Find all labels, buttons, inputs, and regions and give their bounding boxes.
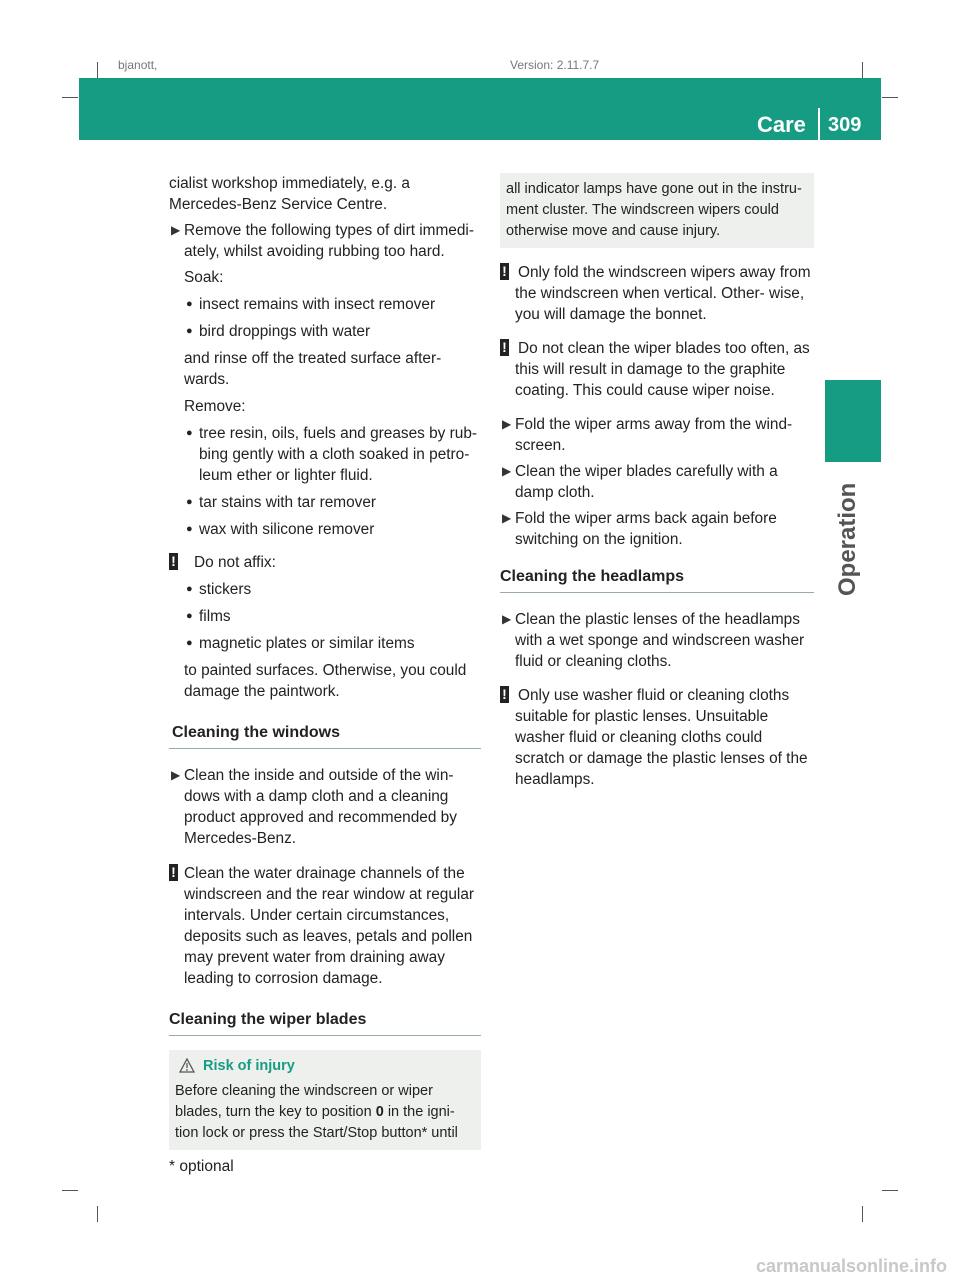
crop-mark <box>882 1190 898 1191</box>
risk-warning-box-continued <box>500 173 814 248</box>
list-item: ● films <box>186 608 231 625</box>
step-text: Remove the following types of dirt immedi- ately, whilst avoiding rubbing too hard. <box>184 222 474 260</box>
warning-note: ! Clean the water drainage channels of the windscreen and the rear window at regular intervals. Under certain circumstances, deposits such as leaves, petals and pollen may prevent water from draining away leading to corrosion damage. <box>169 863 481 989</box>
bullet-icon: ● <box>186 427 193 439</box>
heading-cleaning-headlamps: Cleaning the headlamps <box>500 566 814 593</box>
warning-note: ! Only use washer fluid or cleaning cloths suitable for plastic lenses. Unsuitable washer fluid or cleaning cloths could scratch or damage the plastic lenses of the headlamps. <box>500 685 814 790</box>
instruction-step: ▶ Clean the inside and outside of the win- dows with a damp cloth and a cleaning product approved and recommended by Mercedes-Benz. <box>171 767 457 847</box>
bullet-icon: ● <box>186 637 193 649</box>
site-watermark: carmanualsonline.info <box>756 1256 948 1276</box>
header-divider <box>818 108 820 140</box>
list-item: ● wax with silicone remover <box>186 521 375 538</box>
instruction-step: ▶ Clean the plastic lenses of the headlamps with a wet sponge and windscreen washer fluid or cleaning cloths. <box>502 611 805 670</box>
crop-mark <box>97 62 98 78</box>
instruction-step: ▶ Fold the wiper arms away from the wind- screen. <box>502 416 793 454</box>
right-column <box>500 173 814 790</box>
affix-after-text: to painted surfaces. Otherwise, you could damage the paintwork. <box>184 662 467 700</box>
list-item: ● magnetic plates or similar items <box>186 635 415 652</box>
crop-mark <box>62 97 78 98</box>
bullet-icon: ● <box>186 496 193 508</box>
warning-exclamation-icon: ! <box>500 263 509 280</box>
warning-exclamation-icon: ! <box>169 553 178 570</box>
chapter-tab-label: Operation <box>834 482 861 596</box>
intro-line: Mercedes-Benz Service Centre. <box>169 196 388 213</box>
crop-mark <box>882 97 898 98</box>
warning-note: ! Do not affix: <box>169 552 481 573</box>
bullet-icon: ● <box>186 298 193 310</box>
step-arrow-icon: ▶ <box>171 768 181 782</box>
warning-exclamation-icon: ! <box>500 339 509 356</box>
step-arrow-icon: ▶ <box>502 612 512 626</box>
risk-continued-text: all indicator lamps have gone out in the instru- ment cluster. The windscreen wipers could otherwise move and cause injury. <box>506 181 802 239</box>
bullet-icon: ● <box>186 523 193 535</box>
soak-label: Soak: <box>184 269 224 286</box>
heading-cleaning-windows: Cleaning the windows <box>169 722 481 749</box>
remove-label: Remove: <box>184 398 246 415</box>
risk-title: Risk of injury <box>175 1056 475 1077</box>
step-arrow-icon: ▶ <box>502 464 512 478</box>
intro-line: cialist workshop immediately, e.g. a <box>169 175 410 192</box>
warning-exclamation-icon: ! <box>169 864 178 881</box>
list-item: ● tree resin, oils, fuels and greases by rub- bing gently with a cloth soaked in petro- leum ether or lighter fluid. <box>186 425 478 484</box>
bullet-icon: ● <box>186 610 193 622</box>
list-item: ● insect remains with insect remover <box>186 296 436 313</box>
left-column <box>169 173 481 1150</box>
bullet-icon: ● <box>186 583 193 595</box>
warning-note: ! Only fold the windscreen wipers away from the windscreen when vertical. Other- wise, you will damage the bonnet. <box>500 262 814 325</box>
warning-triangle-icon <box>179 1058 195 1073</box>
warning-exclamation-icon: ! <box>500 686 509 703</box>
list-item: ● tar stains with tar remover <box>186 494 377 511</box>
step-arrow-icon: ▶ <box>502 417 512 431</box>
list-item: ● stickers <box>186 581 252 598</box>
instruction-step: ▶ Fold the wiper arms back again before switching on the ignition. <box>502 510 777 548</box>
header-version-text: Version: 2.11.7.7 <box>510 58 600 72</box>
warning-note: ! Do not clean the wiper blades too often, as this will result in damage to the graphite coating. This could cause wiper noise. <box>500 338 814 401</box>
instruction-step: ▶ Clean the wiper blades carefully with a damp cloth. <box>502 463 778 501</box>
header-left-text: bjanott, <box>118 58 158 72</box>
bullet-icon: ● <box>186 325 193 337</box>
risk-text: Before cleaning the windscreen or wiper blades, turn the key to position 0 in the igni- tion lock or press the Start/Stop button* until <box>175 1083 458 1141</box>
page-number: 309 <box>828 114 862 136</box>
crop-mark <box>97 1206 98 1222</box>
step-arrow-icon: ▶ <box>502 511 512 525</box>
optional-footnote: * optional <box>169 1158 234 1175</box>
chapter-tab-marker <box>825 380 881 462</box>
heading-cleaning-wiper-blades: Cleaning the wiper blades <box>169 1009 481 1036</box>
section-title: Care <box>757 112 806 137</box>
risk-warning-box <box>169 1050 481 1150</box>
rinse-text: and rinse off the treated surface after- wards. <box>184 350 442 388</box>
list-item: ● bird droppings with water <box>186 323 371 340</box>
crop-mark <box>862 1206 863 1222</box>
step-arrow-icon: ▶ <box>171 223 181 237</box>
crop-mark <box>862 62 863 78</box>
instruction-step <box>169 220 481 262</box>
crop-mark <box>62 1190 78 1191</box>
